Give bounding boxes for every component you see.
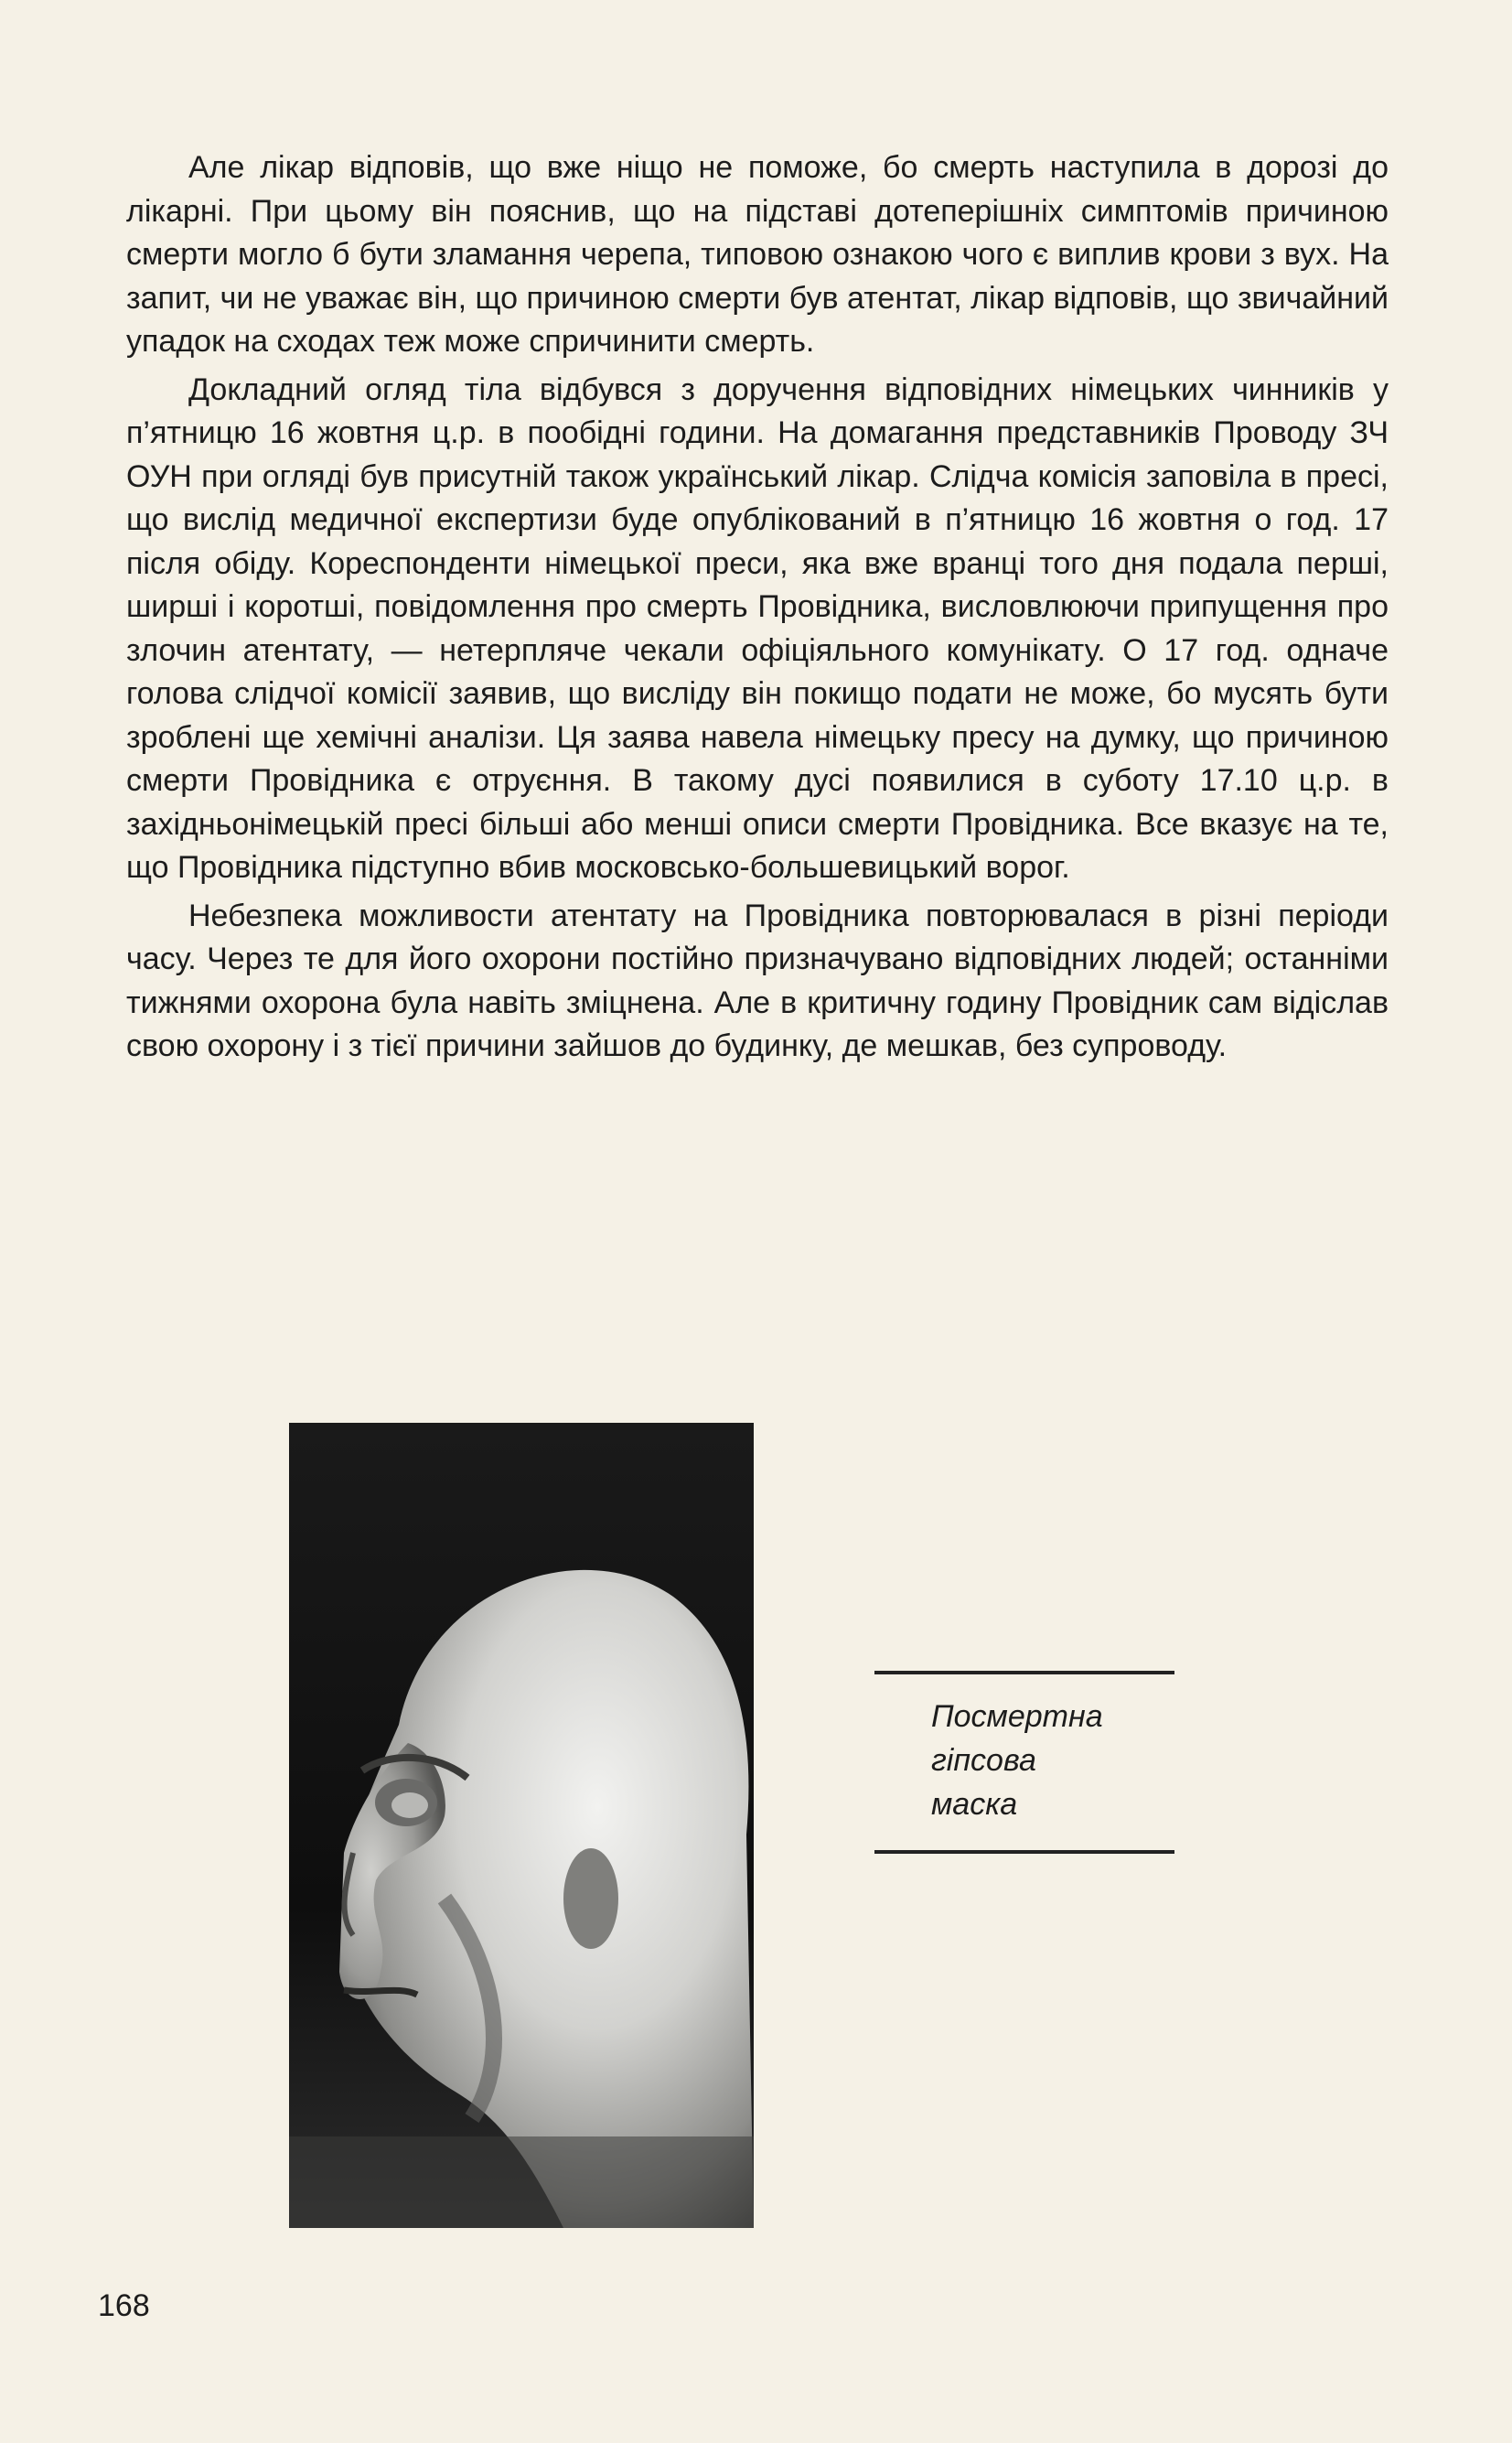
caption-line-1: Посмертна (931, 1699, 1103, 1734)
death-mask-photo (289, 1423, 754, 2228)
body-text (126, 146, 1389, 1073)
paragraph-2: Докладний огляд тіла відбувся з доручення відповідних німецьких чинників у п’ятницю 16 жовтня ц.р. в пообідні години. На домагання представників Проводу ЗЧ ОУН при огляді був присутній також український лікар. Слідча комісія заповіла в пресі, що вислід медичної експертизи буде опублікований в п’ятницю 16 жовтня о год. 17 після обіду. Кореспонденти німецької преси, яка вже вранці того дня подала перші, ширші і коротші, повідомлення про смерть Провідника, висловлюючи припущення про злочин атентату, — нетерпляче чекали офіціяльного комунікату. О 17 год. одначе голова слідчої комісії заявив, що висліду він покищо подати не може, бо мусять бути зроблені ще хемічні аналізи. Ця заява навела німецьку пресу на думку, що причиною смерти Провідника є отруєння. В такому дусі появилися в суботу 17.10 ц.р. в західньонімецькій пресі більші або менші описи смерти Провідника. Все вказує на те, що Провідника підступно вбив московсько-большевицький ворог. (126, 371, 1389, 885)
paragraph-1: Але лікар відповів, що вже ніщо не поможе, бо смерть наступила в дорозі до лікарні. При цьому він пояснив, що на підставі дотеперішніх симптомів причиною смерти могло б бути зламання черепа, типовою ознакою чого є виплив крови з вух. На запит, чи не уважає він, що причиною смерти був атентат, лікар відповів, що звичайний упадок на сходах теж може спричинити смерть. (126, 150, 1389, 359)
page-number: 168 (98, 2288, 150, 2323)
photo-caption (874, 1671, 1174, 1854)
caption-line-2: гіпсова (931, 1743, 1036, 1778)
caption-text (874, 1674, 1174, 1850)
caption-line-3: маска (931, 1787, 1018, 1822)
paragraph-3: Небезпека можливости атентату на Провідника повторювалася в різні періоди часу. Через те для його охорони постійно призначувано відповідних людей; останніми тижнями охорона була навіть зміцнена. Але в критичну годину Провідник сам відіслав свою охорону і з тієї причини зайшов до будинку, де мешкав, без супроводу. (126, 898, 1389, 1063)
caption-rule-bottom (874, 1850, 1174, 1854)
